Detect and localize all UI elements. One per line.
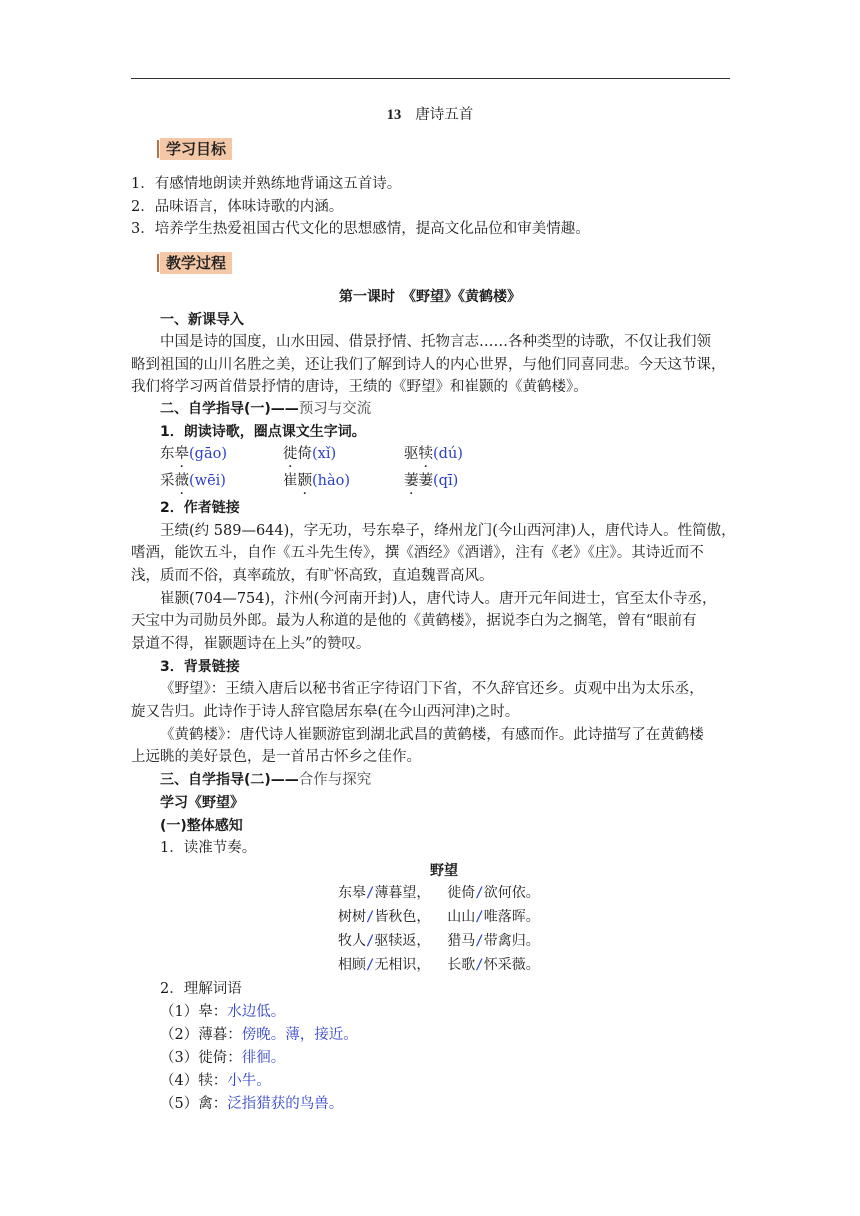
paragraph-line: 《野望》：王绩入唐后以秘书省正字待诏门下省，不久辞官还乡。贞观中出为太乐丞，: [160, 681, 704, 697]
section-tag-process: 教学过程: [160, 252, 232, 274]
poem-title: 野望: [430, 863, 458, 879]
part3-heading: [160, 769, 730, 791]
vocab-word: 驱犊(dú): [404, 446, 463, 462]
vocab-definition: （2）薄暮：傍晚。薄，接近。: [160, 1027, 358, 1043]
paragraph-line: 我们将学习两首借景抒情的唐诗，王绩的《野望》和崔颢的《黄鹤楼》。: [131, 379, 588, 395]
subheading: (一)整体感知: [160, 818, 243, 834]
part3-heading-main: 三、自学指导(二)——: [160, 772, 299, 788]
paragraph-line: 《黄鹤楼》：唐代诗人崔颢游宦到湖北武昌的黄鹤楼，有感而作。此诗描写了在黄鹤楼: [160, 727, 704, 743]
goal-item: 3．培养学生热爱祖国古代文化的思想感情，提高文化品位和审美情趣。: [131, 221, 590, 237]
vocab-word: 崔颢(hào): [283, 473, 351, 489]
paragraph-line: 嗜酒，能饮五斗，自作《五斗先生传》，撰《酒经》《酒谱》，注有《老》《庄》。其诗近而不: [131, 545, 704, 561]
lesson-title: [0, 104, 860, 126]
study-heading: 学习《野望》: [160, 795, 244, 811]
goal-item: 1．有感情地朗读并熟练地背诵这五首诗。: [131, 176, 402, 192]
subheading: 3．背景链接: [160, 659, 240, 675]
vocab-word: 徙倚(xǐ): [283, 446, 337, 462]
paragraph-line: 天宝中为司勋员外郎。最为人称道的是他的《黄鹤楼》，据说李白为之搁笔，曾有“眼前有: [131, 613, 697, 629]
instruction-line: 1．读准节奏。: [160, 840, 257, 856]
vocab-word: 东皋(gāo): [160, 446, 227, 462]
paragraph-line: 浅，质而不俗，真率疏放，有旷怀高致，直追魏晋高风。: [131, 568, 494, 584]
part2-heading-sub: 预习与交流: [298, 401, 372, 417]
vocab-word: 采薇(wēi): [160, 473, 226, 489]
part3-heading-sub: 合作与探究: [298, 772, 372, 788]
part2-heading-main: 二、自学指导(一)——: [160, 401, 299, 417]
paragraph-line: 景道不得，崔颢题诗在上头”的赞叹。: [131, 636, 371, 652]
poem-line: 相顾/无相识， 长歌/怀采薇。: [338, 957, 540, 973]
part2-heading: [160, 398, 730, 420]
paragraph-line: 中国是诗的国度，山水田园、借景抒情、托物言志……各种类型的诗歌，不仅让我们领: [160, 334, 711, 350]
vocab-definition: （5）禽：泛指猎获的鸟兽。: [160, 1096, 344, 1112]
period-heading: 第一课时 《野望》《黄鹤楼》: [339, 289, 521, 305]
lesson-number: 13: [386, 107, 402, 123]
subheading: 1．朗读诗歌，圈点课文生字词。: [160, 424, 366, 440]
vocab-definition: （4）犊：小牛。: [160, 1073, 271, 1089]
paragraph-line: 旋又告归。此诗作于诗人辞官隐居东皋(在今山西河津)之时。: [131, 704, 520, 720]
poem-line: 树树/皆秋色， 山山/唯落晖。: [338, 909, 540, 925]
top-rule: [131, 78, 730, 79]
paragraph-line: 崔颢(704—754)，汴州(今河南开封)人，唐代诗人。唐开元年间进士，官至太仆寺丞，: [160, 591, 717, 607]
vocab-word: 萋萋(qī): [404, 473, 459, 489]
lesson-name: 唐诗五首: [415, 107, 474, 123]
section-tag-goals: 学习目标: [160, 138, 232, 160]
poem-line: 牧人/驱犊返， 猎马/带禽归。: [338, 933, 540, 949]
paragraph-line: 王绩(约 589—644)，字无功，号东皋子，绛州龙门(今山西河津)人，唐代诗人。性简傲，: [160, 523, 736, 539]
vocab-definition: （1）皋：水边低。: [160, 1004, 286, 1020]
part1-heading: 一、新课导入: [160, 312, 244, 328]
vocab-definition: （3）徙倚：徘徊。: [160, 1050, 286, 1066]
paragraph-line: 略到祖国的山川名胜之美，还让我们了解到诗人的内心世界，与他们同喜同悲。今天这节课，: [131, 357, 726, 373]
paragraph-line: 上远眺的美好景色，是一首吊古怀乡之佳作。: [131, 749, 421, 765]
subheading: 2．作者链接: [160, 500, 240, 516]
instruction-line: 2．理解词语: [160, 981, 242, 997]
goal-item: 2．品味语言，体味诗歌的内涵。: [131, 199, 344, 215]
poem-line: 东皋/薄暮望， 徙倚/欲何依。: [338, 885, 540, 901]
